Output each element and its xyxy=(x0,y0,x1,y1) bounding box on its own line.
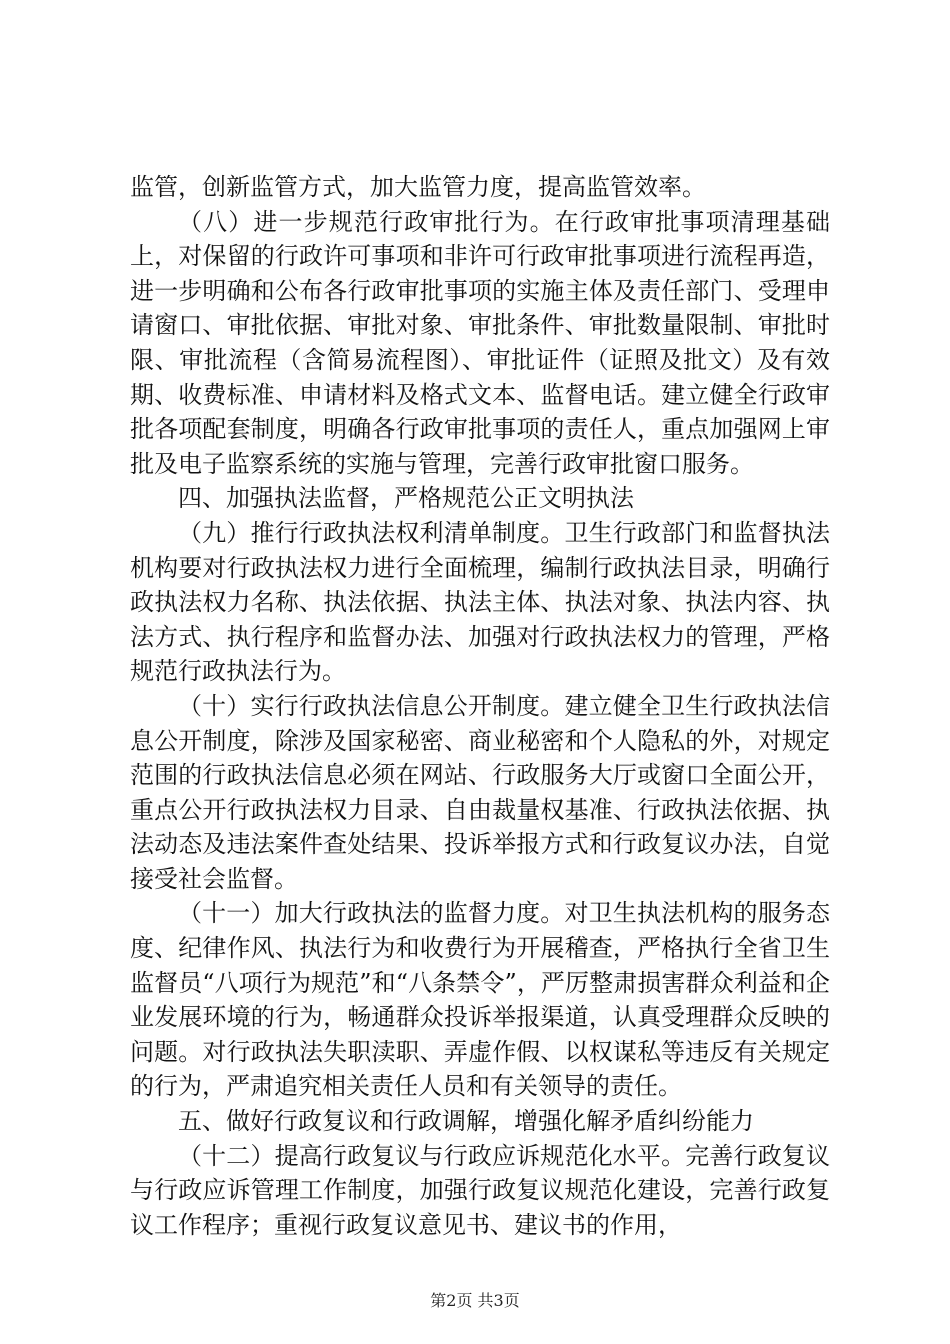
section-heading-4: 四、加强执法监督，严格规范公正文明执法 xyxy=(178,484,634,513)
section-heading-5: 五、做好行政复议和行政调解，增强化解矛盾纠纷能力 xyxy=(178,1107,754,1136)
paragraph-item-11: （十一）加大行政执法的监督力度。对卫生执法机构的服务态度、纪律作风、执法行为和收费行为开展稽查，严格执行全省卫生监督员“八项行为规范”和“八条禁令”，严厉整肃损害群众利益和企业发展环境的行为，畅通群众投诉举报渠道，认真受理群众反映的问题。对行政执法失职渎职、弄虚作假、以权谋私等违反有关规定的行为，严肃追究相关责任人员和有关领导的责任。 xyxy=(130,899,830,1101)
paragraph-continuation: 监管，创新监管方式，加大监管力度，提高监管效率。 xyxy=(130,173,706,201)
document-body xyxy=(130,170,830,1242)
paragraph-item-10: （十）实行行政执法信息公开制度。建立健全卫生行政执法信息公开制度，除涉及国家秘密、商业秘密和个人隐私的外，对规定范围的行政执法信息必须在网站、行政服务大厅或窗口全面公开，重点公开行政执法权力目录、自由裁量权基准、行政执法依据、执法动态及违法案件查处结果、投诉举报方式和行政复议办法，自觉接受社会监督。 xyxy=(130,691,830,893)
page-footer: 第2页 共3页 xyxy=(430,1291,520,1310)
paragraph-item-8: （八）进一步规范行政审批行为。在行政审批事项清理基础上，对保留的行政许可事项和非许可行政审批事项进行流程再造，进一步明确和公布各行政审批事项的实施主体及责任部门、受理申请窗口、审批依据、审批对象、审批条件、审批数量限制、审批时限、审批流程（含简易流程图）、审批证件（证照及批文）及有效期、收费标准、申请材料及格式文本、监督电话。建立健全行政审批各项配套制度，明确各行政审批事项的责任人，重点加强网上审批及电子监察系统的实施与管理，完善行政审批窗口服务。 xyxy=(130,207,830,478)
paragraph-item-9: （九）推行行政执法权利清单制度。卫生行政部门和监督执法机构要对行政执法权力进行全面梳理，编制行政执法目录，明确行政执法权力名称、执法依据、执法主体、执法对象、执法内容、执法方式、执行程序和监督办法、加强对行政执法权力的管理，严格规范行政执法行为。 xyxy=(130,518,830,686)
paragraph-item-12: （十二）提高行政复议与行政应诉规范化水平。完善行政复议与行政应诉管理工作制度，加强行政复议规范化建设，完善行政复议工作程序；重视行政复议意见书、建议书的作用， xyxy=(130,1141,830,1239)
